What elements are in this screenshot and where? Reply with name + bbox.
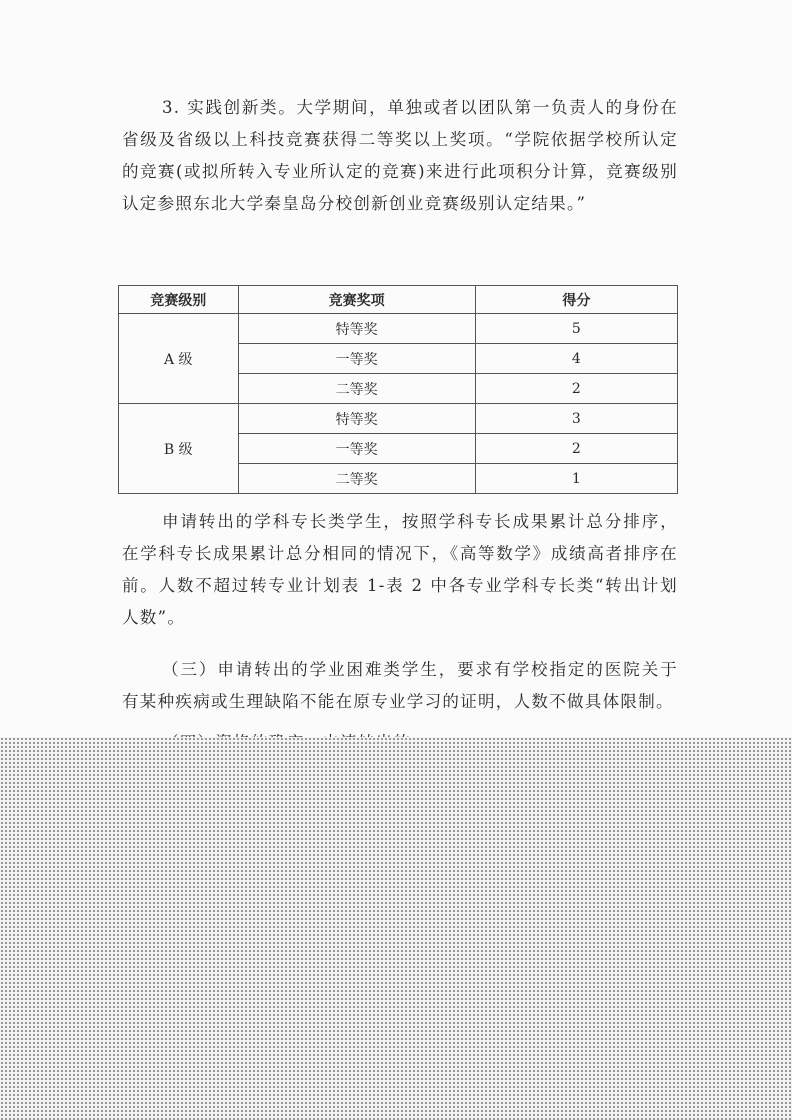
paragraph-ranking-rule: 申请转出的学科专长类学生，按照学科专长成果累计总分排序，在学科专长成果累计总分相同的情况下，《高等数学》成绩高者排序在前。人数不超过转专业计划表 1-表 2 中各专业学科专长类“转出计划人数”。 [122,512,678,627]
score-cell: 1 [475,464,677,494]
redaction-pattern [0,737,792,1120]
table-row [119,404,678,434]
score-cell: 3 [475,404,677,434]
paragraph-practice-innovation: 3. 实践创新类。大学期间，单独或者以团队第一负责人的身份在省级及省级以上科技竞赛获得二等奖以上奖项。“学院依据学校所认定的竞赛(或拟所转入专业所认定的竞赛)来进行此项积分计算，竞赛级别认定参照东北大学秦皇岛分校创新创业竞赛级别认定结果。” [122,98,678,213]
award-cell: 特等奖 [238,314,475,344]
award-cell: 二等奖 [238,374,475,404]
paragraph-academic-difficulty: （三）申请转出的学业困难类学生，要求有学校指定的医院关于有某种疾病或生理缺陷不能在原专业学习的证明，人数不做具体限制。 [122,660,678,711]
competition-score-table [118,285,678,494]
score-cell: 5 [475,314,677,344]
award-cell: 特等奖 [238,404,475,434]
table-header-row [119,286,678,314]
header-level: 竞赛级别 [119,286,239,314]
table-row [119,314,678,344]
level-cell: B 级 [119,404,239,494]
award-cell: 一等奖 [238,434,475,464]
award-cell: 二等奖 [238,464,475,494]
level-cell: A 级 [119,314,239,404]
score-cell: 4 [475,344,677,374]
header-score: 得分 [475,286,677,314]
award-cell: 一等奖 [238,344,475,374]
score-cell: 2 [475,374,677,404]
score-cell: 2 [475,434,677,464]
header-award: 竞赛奖项 [238,286,475,314]
